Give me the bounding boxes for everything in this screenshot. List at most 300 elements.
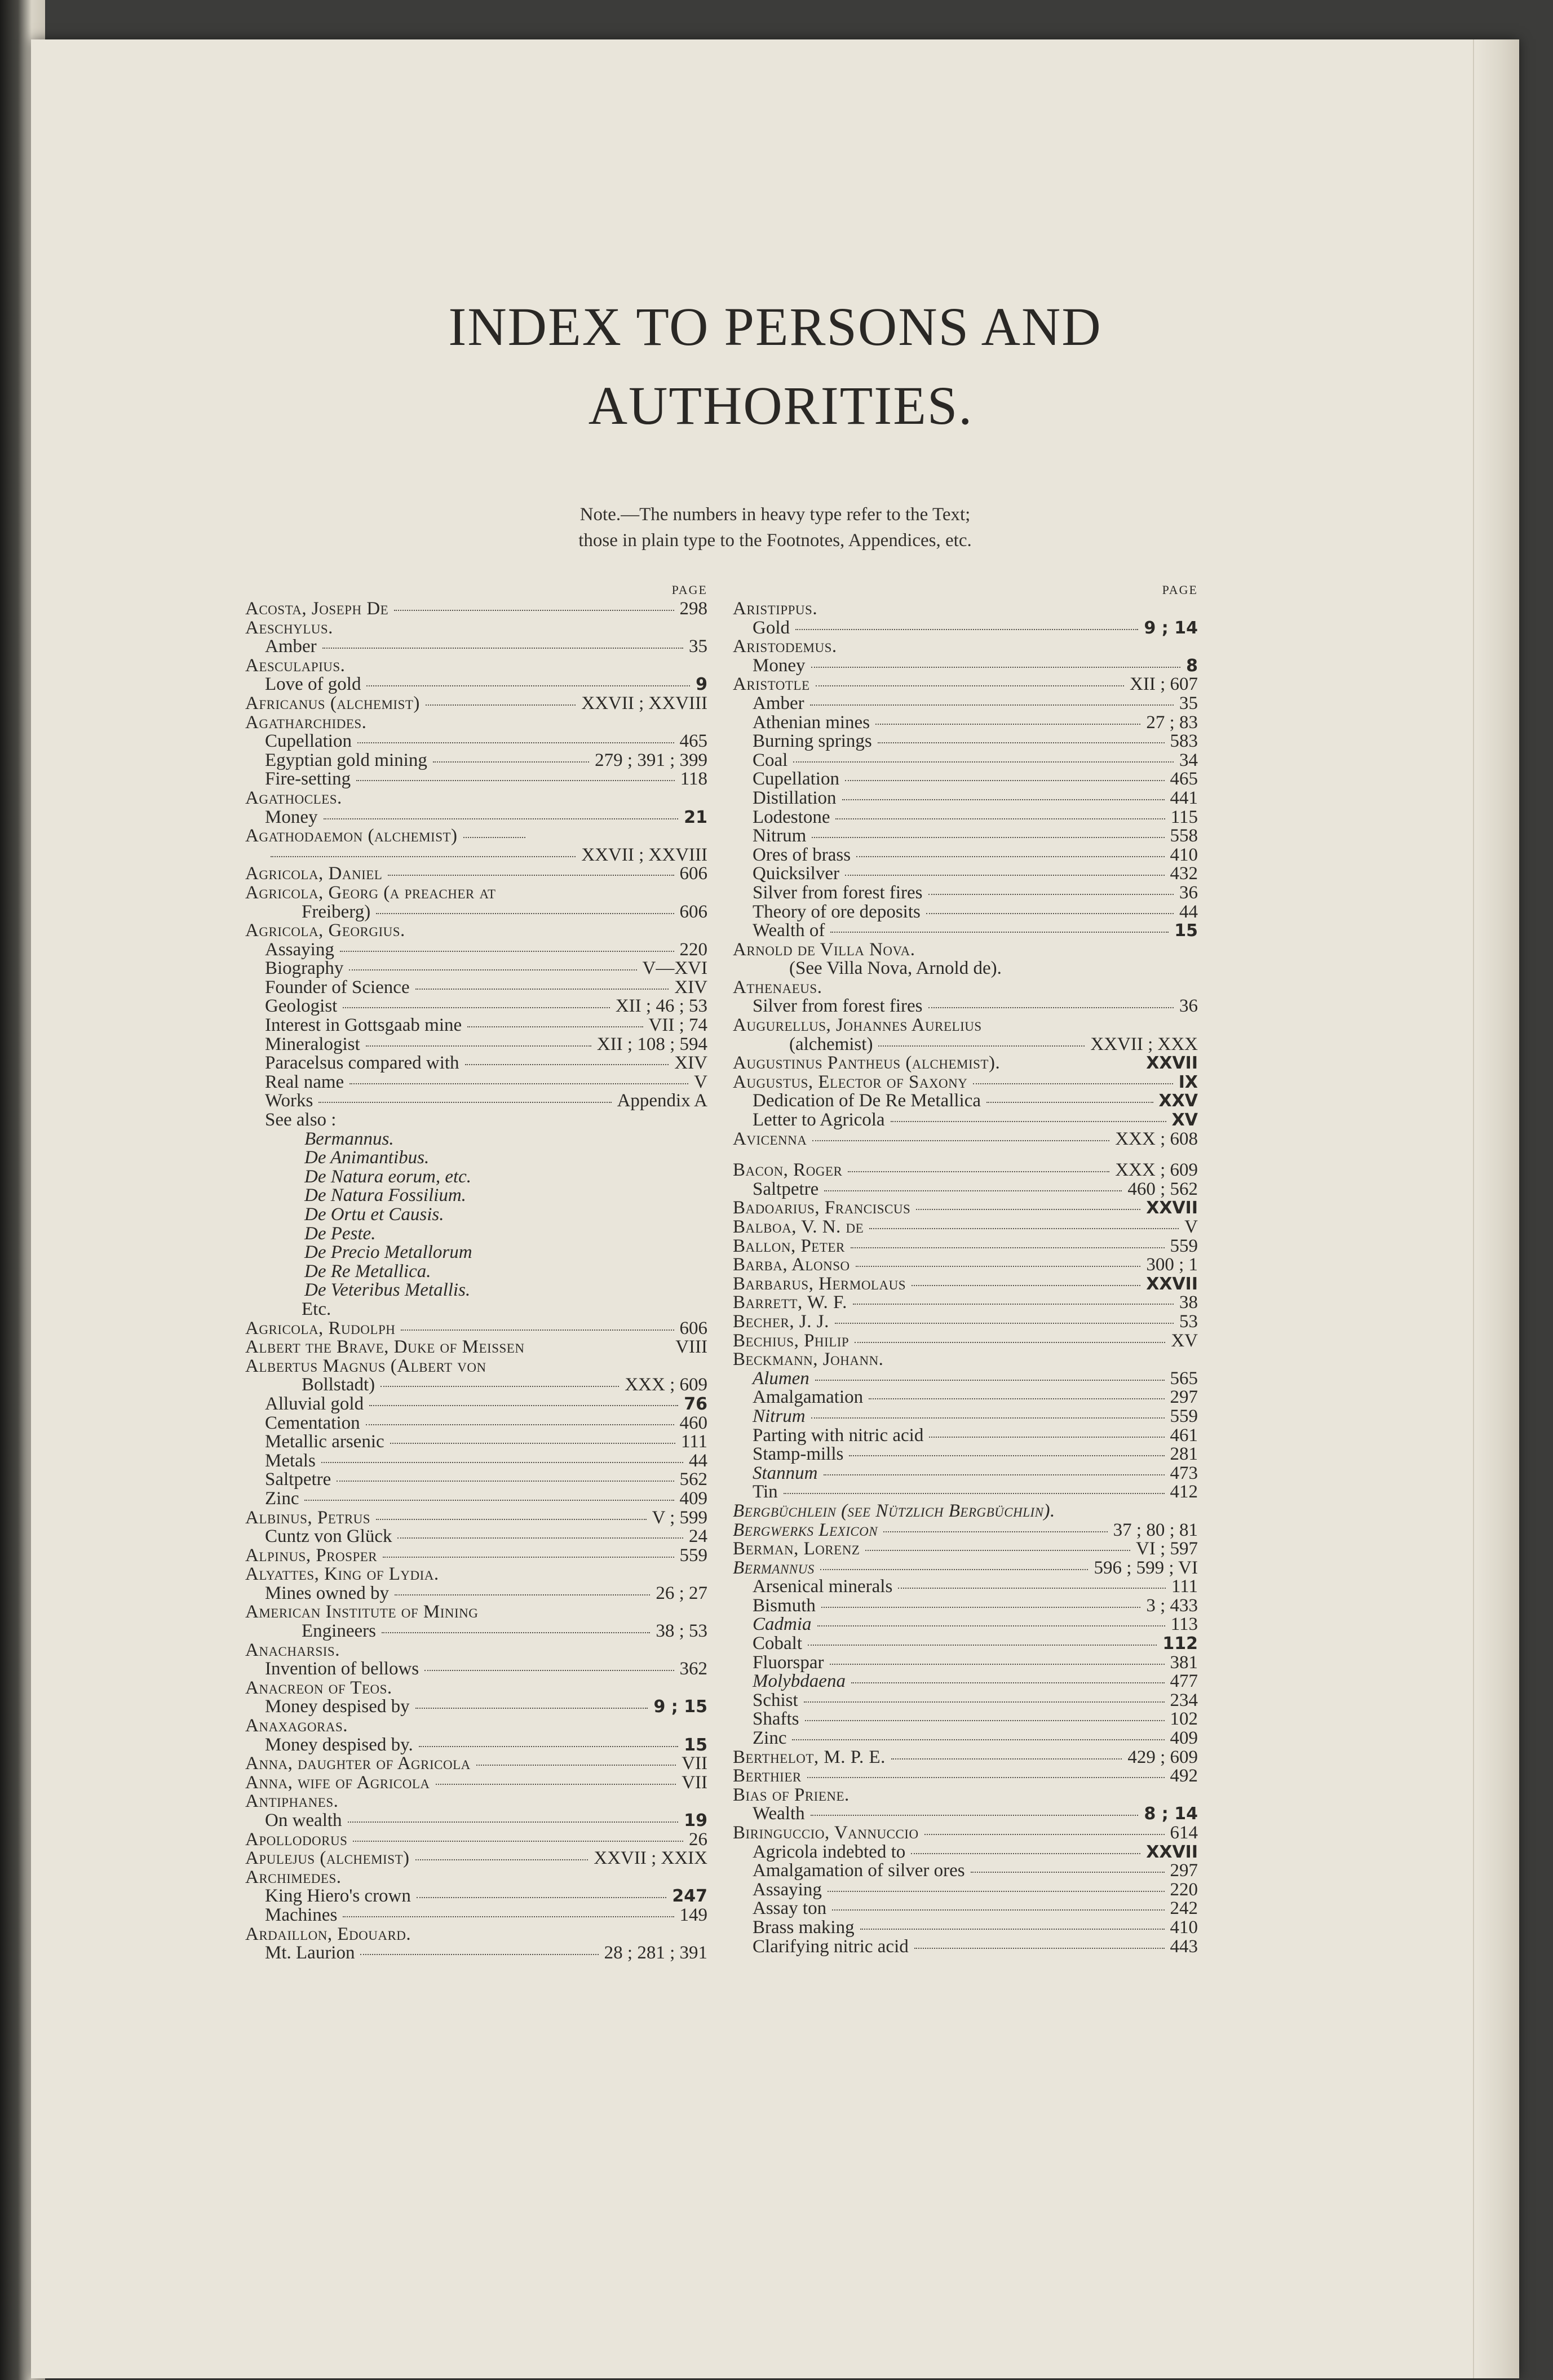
- entry-page-ref: 102: [1170, 1709, 1198, 1730]
- dot-leader: [424, 1670, 674, 1671]
- entry-label: Real name: [265, 1071, 344, 1092]
- dot-leader: [417, 1897, 666, 1898]
- entry-page-ref: XXX ; 609: [625, 1375, 707, 1395]
- index-column-left: [245, 580, 707, 1963]
- entry-label: Dedication of De Re Metallica: [753, 1091, 981, 1111]
- index-entry: [245, 1925, 707, 1944]
- dot-leader: [821, 1607, 1140, 1608]
- dot-leader: [795, 629, 1138, 630]
- index-entry: [733, 751, 1198, 770]
- index-entry: [733, 978, 1198, 998]
- entry-page-ref: 410: [1170, 844, 1198, 865]
- dot-leader: [382, 1632, 650, 1633]
- dot-leader: [366, 1424, 674, 1425]
- dot-leader: [849, 1455, 1164, 1456]
- index-column-right: [733, 580, 1198, 1956]
- entry-label: Wealth of: [753, 920, 825, 941]
- dot-leader: [869, 1398, 1164, 1399]
- dot-leader: [830, 1664, 1165, 1665]
- index-entry: [733, 1426, 1198, 1446]
- entry-label: Apollodorus: [245, 1829, 348, 1850]
- entry-label: Parting with nitric acid: [753, 1425, 924, 1446]
- entry-page-ref: 242: [1170, 1898, 1198, 1919]
- note-line-2: those in plain type to the Footnotes, Appendices, etc.: [578, 530, 972, 551]
- index-entry: [245, 1205, 707, 1225]
- entry-page-ref: 26: [689, 1829, 707, 1850]
- entry-label: De Peste.: [304, 1223, 376, 1244]
- entry-label: Assay ton: [753, 1898, 827, 1919]
- entry-label: Aristotle: [733, 674, 810, 695]
- entry-label: De Precio Metallorum: [304, 1242, 472, 1263]
- entry-label: Money: [753, 655, 806, 676]
- entry-label: Freiberg): [302, 901, 371, 922]
- entry-page-ref: 9 ; 15: [653, 1697, 707, 1717]
- dot-leader: [337, 1481, 674, 1482]
- entry-label: Biringuccio, Vannuccio: [733, 1823, 919, 1843]
- dot-leader: [304, 1500, 674, 1501]
- entry-page-ref: 596 ; 599 ; VI: [1094, 1557, 1198, 1578]
- dot-leader: [369, 1405, 678, 1406]
- dot-leader: [322, 648, 683, 649]
- index-entry: [733, 1073, 1198, 1092]
- entry-page-ref: 3 ; 433: [1146, 1595, 1198, 1616]
- entry-page-ref: 298: [679, 599, 707, 619]
- page-title: [31, 287, 1519, 445]
- page-column-label: PAGE: [1162, 583, 1198, 597]
- entry-label: Metals: [265, 1450, 316, 1471]
- index-entry: [245, 884, 707, 903]
- entry-label: Agathodaemon (alchemist): [245, 826, 458, 846]
- entry-page-ref: 19: [684, 1811, 707, 1831]
- entry-label: Cuntz von Glück: [265, 1526, 392, 1547]
- entry-label: Albert the Brave, Duke of Meissen: [245, 1337, 525, 1358]
- index-entry: [245, 1622, 707, 1641]
- index-entry: [733, 657, 1198, 676]
- index-entry: [245, 959, 707, 978]
- index-entry: [245, 1698, 707, 1717]
- index-entry: [245, 600, 707, 619]
- index-entry: [733, 1881, 1198, 1900]
- entry-label: Agricola, Daniel: [245, 863, 383, 884]
- entry-label: Fluorspar: [753, 1652, 824, 1673]
- index-entry: [733, 1767, 1198, 1786]
- entry-label: Alluvial gold: [265, 1393, 364, 1414]
- dot-leader: [349, 969, 636, 970]
- dot-leader: [812, 837, 1164, 838]
- entry-label: Bergwerks Lexicon: [733, 1519, 878, 1540]
- index-entry: [733, 637, 1198, 657]
- index-entry: [733, 1540, 1198, 1559]
- entry-label: Bechius, Philip: [733, 1330, 849, 1351]
- index-entry: [245, 770, 707, 789]
- index-entry: [245, 1811, 707, 1831]
- dot-leader: [845, 780, 1165, 781]
- dot-leader: [343, 1916, 674, 1917]
- entry-label: Arsenical minerals: [753, 1576, 893, 1597]
- index-entry: [245, 1452, 707, 1471]
- entry-label: Money despised by: [265, 1696, 410, 1717]
- entry-page-ref: 111: [1171, 1576, 1198, 1597]
- entry-page-ref: 473: [1170, 1462, 1198, 1483]
- dot-leader: [916, 1209, 1140, 1210]
- entry-page-ref: V: [694, 1071, 707, 1092]
- entry-label: Interest in Gottsgaab mine: [265, 1015, 462, 1036]
- entry-page-ref: 8: [1186, 655, 1198, 676]
- index-entry: [733, 1843, 1198, 1862]
- entry-label: Acosta, Joseph De: [245, 599, 389, 619]
- entry-label: Egyptian gold mining: [265, 750, 427, 770]
- index-entry: [245, 1414, 707, 1433]
- dot-leader: [271, 856, 576, 857]
- index-entry: [733, 1691, 1198, 1710]
- entry-page-ref: 412: [1170, 1482, 1198, 1503]
- index-entry: [245, 1831, 707, 1850]
- index-entry: [733, 1313, 1198, 1332]
- entry-page-ref: 15: [1174, 921, 1198, 941]
- entry-page-ref: 26 ; 27: [656, 1583, 707, 1603]
- dot-leader: [810, 704, 1174, 706]
- entry-label: Amalgamation of silver ores: [753, 1860, 965, 1881]
- entry-page-ref: 606: [679, 1318, 707, 1339]
- index-entry: [245, 1035, 707, 1054]
- entry-label: Wealth: [753, 1803, 805, 1824]
- index-entry: [245, 789, 707, 808]
- entry-label: Cementation: [265, 1412, 360, 1433]
- index-entry: [733, 1332, 1198, 1351]
- entry-label: Berthier: [733, 1766, 802, 1787]
- entry-page-ref: 297: [1170, 1387, 1198, 1408]
- index-entry: [733, 1748, 1198, 1767]
- dot-leader: [349, 1083, 688, 1084]
- entry-label: Geologist: [265, 996, 338, 1017]
- entry-label: Bismuth: [753, 1595, 816, 1616]
- dot-leader: [426, 704, 576, 706]
- index-entry: [245, 1509, 707, 1528]
- index-entry: [733, 675, 1198, 694]
- index-entry: [733, 1862, 1198, 1881]
- index-entry: [245, 903, 707, 922]
- dot-leader: [376, 1519, 647, 1520]
- index-entry: [245, 1546, 707, 1566]
- index-entry: [733, 1899, 1198, 1918]
- index-entry: [733, 1577, 1198, 1597]
- dot-leader: [343, 1007, 610, 1008]
- dot-leader: [380, 1386, 619, 1387]
- index-entry: [245, 694, 707, 713]
- index-entry: [245, 619, 707, 638]
- entry-page-ref: 300 ; 1: [1146, 1255, 1198, 1275]
- entry-label: Alpinus, Prosper: [245, 1545, 378, 1566]
- entry-label: Athenian mines: [753, 712, 870, 733]
- index-entry: [733, 1615, 1198, 1634]
- entry-label: Nitrum: [753, 826, 807, 846]
- entry-page-ref: 562: [679, 1469, 707, 1490]
- entry-page-ref: VII ; 74: [648, 1015, 707, 1036]
- entry-page-ref: XXVII ; XXVIII: [581, 844, 707, 865]
- dot-leader: [973, 1083, 1173, 1084]
- entry-label: Badoarius, Franciscus: [733, 1198, 911, 1218]
- entry-page-ref: 559: [679, 1545, 707, 1566]
- entry-page-ref: V—XVI: [642, 958, 707, 979]
- entry-page-ref: 220: [679, 939, 707, 960]
- dot-leader: [875, 724, 1140, 725]
- dot-leader: [804, 1701, 1165, 1703]
- entry-label: Quicksilver: [753, 863, 839, 884]
- entry-page-ref: XXVII: [1146, 1198, 1198, 1218]
- dot-leader: [419, 1746, 679, 1747]
- dot-leader: [397, 1537, 683, 1539]
- entry-page-ref: 362: [679, 1659, 707, 1679]
- entry-page-ref: 28 ; 281 ; 391: [604, 1943, 707, 1964]
- entry-page-ref: 113: [1170, 1614, 1198, 1635]
- index-entry: [733, 1035, 1198, 1054]
- index-entry: [733, 1786, 1198, 1805]
- dot-leader: [360, 1954, 598, 1955]
- index-entry: [245, 637, 707, 657]
- index-entry: [245, 1111, 707, 1130]
- entry-label: See also :: [265, 1110, 337, 1131]
- entry-page-ref: 37 ; 80 ; 81: [1113, 1519, 1198, 1540]
- entry-label: Mineralogist: [265, 1034, 360, 1054]
- index-entry: [245, 1092, 707, 1111]
- index-entry: [733, 1805, 1198, 1824]
- dot-leader: [321, 1462, 683, 1463]
- entry-page-ref: VIII: [675, 1337, 707, 1358]
- dot-leader: [824, 1190, 1122, 1191]
- entry-label: Africanus (alchemist): [245, 693, 420, 713]
- index-entry: [245, 1168, 707, 1187]
- entry-page-ref: XV: [1171, 1330, 1198, 1351]
- entry-label: Money despised by.: [265, 1734, 413, 1755]
- index-entry: [245, 1130, 707, 1149]
- index-entry: [733, 1729, 1198, 1748]
- entry-label: Distillation: [753, 787, 837, 808]
- dot-leader: [848, 1171, 1109, 1172]
- dot-leader: [986, 1102, 1153, 1103]
- entry-page-ref: 279 ; 391 ; 399: [595, 750, 707, 770]
- index-entry: [733, 827, 1198, 846]
- dot-leader: [924, 1834, 1165, 1835]
- entry-page-ref: 465: [1170, 769, 1198, 790]
- index-entry: [245, 1054, 707, 1073]
- index-entry: [245, 1736, 707, 1755]
- dot-leader: [805, 1720, 1165, 1721]
- entry-page-ref: 477: [1170, 1671, 1198, 1692]
- dot-leader: [433, 761, 589, 763]
- entry-label: Amber: [265, 636, 317, 657]
- entry-page-ref: 15: [684, 1735, 707, 1755]
- entry-label: De Natura eorum, etc.: [304, 1166, 472, 1187]
- index-entry: [733, 1293, 1198, 1313]
- entry-label: Apulejus (alchemist): [245, 1848, 410, 1869]
- index-entry: [733, 1180, 1198, 1199]
- title-line-2: AUTHORITIES.: [588, 375, 974, 436]
- dot-leader: [929, 1437, 1164, 1438]
- index-entry: [733, 1407, 1198, 1426]
- entry-label: Agricola indebted to: [753, 1841, 906, 1862]
- dot-leader: [860, 1929, 1165, 1930]
- entry-page-ref: VII: [682, 1753, 707, 1774]
- index-note: [31, 502, 1519, 553]
- dot-leader: [383, 1557, 674, 1558]
- entry-page-ref: 465: [679, 731, 707, 752]
- entry-label: Berman, Lorenz: [733, 1539, 860, 1559]
- index-entry: [245, 941, 707, 960]
- entry-page-ref: XXVII: [1146, 1842, 1198, 1862]
- index-entry: [733, 1445, 1198, 1464]
- index-entry: [733, 1464, 1198, 1483]
- entry-page-ref: 24: [689, 1526, 707, 1547]
- dot-leader: [816, 685, 1125, 686]
- entry-label: (See Villa Nova, Arnold de).: [789, 958, 1002, 979]
- entry-label: Coal: [753, 750, 788, 770]
- entry-page-ref: 27 ; 83: [1146, 712, 1198, 733]
- entry-page-ref: 35: [689, 636, 707, 657]
- dot-leader: [891, 1758, 1122, 1759]
- entry-page-ref: 21: [684, 807, 707, 827]
- dot-leader: [415, 1859, 589, 1860]
- entry-label: Etc.: [302, 1298, 331, 1319]
- entry-page-ref: 559: [1170, 1235, 1198, 1256]
- entry-label: Stannum: [753, 1462, 818, 1483]
- entry-label: Albinus, Petrus: [245, 1507, 371, 1528]
- index-entry: [733, 921, 1198, 941]
- entry-label: Bergbüchlein (see Nützlich Bergbüchlin).: [733, 1500, 1055, 1521]
- entry-page-ref: XXVII: [1146, 1053, 1198, 1074]
- entry-label: Augustinus Pantheus (alchemist).: [733, 1053, 1001, 1074]
- entry-page-ref: 441: [1170, 787, 1198, 808]
- index-entry: [245, 1660, 707, 1679]
- entry-page-ref: 234: [1170, 1690, 1198, 1710]
- index-entry: [245, 921, 707, 941]
- entry-label: Theory of ore deposits: [753, 901, 921, 922]
- dot-leader: [465, 1064, 669, 1065]
- index-entry: [245, 1016, 707, 1035]
- entry-page-ref: 111: [680, 1431, 707, 1452]
- dot-leader: [828, 1891, 1165, 1892]
- dot-leader: [376, 913, 674, 914]
- dot-leader: [808, 1645, 1157, 1646]
- entry-label: Ballon, Peter: [733, 1235, 845, 1256]
- index-entry: [245, 1470, 707, 1490]
- index-entry: [733, 1824, 1198, 1843]
- entry-label: Machines: [265, 1904, 338, 1925]
- entry-label: Augurellus, Johannes Aurelius: [733, 1015, 982, 1036]
- entry-page-ref: 44: [1179, 901, 1198, 922]
- dot-leader: [878, 742, 1165, 743]
- index-entry: [733, 1483, 1198, 1502]
- entry-label: Barba, Alonso: [733, 1255, 850, 1275]
- entry-label: Founder of Science: [265, 977, 410, 998]
- entry-label: Bacon, Roger: [733, 1160, 843, 1181]
- index-entry: [733, 1016, 1198, 1035]
- dot-leader: [811, 1815, 1139, 1816]
- index-entry: [733, 1559, 1198, 1578]
- entry-page-ref: 36: [1179, 882, 1198, 903]
- index-entry: [245, 1262, 707, 1282]
- entry-label: Agathocles.: [245, 787, 342, 808]
- entry-page-ref: XXVII ; XXIX: [594, 1848, 707, 1869]
- entry-page-ref: 410: [1170, 1917, 1198, 1938]
- index-entry: [245, 1641, 707, 1660]
- index-entry: [733, 1918, 1198, 1938]
- index-entry: [245, 1565, 707, 1584]
- entry-label: American Institute of Mining: [245, 1602, 479, 1623]
- entry-label: Bias of Priene.: [733, 1784, 849, 1805]
- dot-leader: [401, 1329, 674, 1331]
- entry-label: Money: [265, 806, 318, 827]
- entry-label: Anacreon of Teos.: [245, 1677, 392, 1698]
- index-entry: [733, 1350, 1198, 1370]
- entry-page-ref: 461: [1170, 1425, 1198, 1446]
- entry-page-ref: 381: [1170, 1652, 1198, 1673]
- dot-leader: [357, 742, 674, 743]
- dot-leader: [891, 1121, 1166, 1122]
- index-entry: [245, 1073, 707, 1092]
- dot-leader: [388, 875, 674, 876]
- index-entry: [733, 1237, 1198, 1256]
- entry-label: King Hiero's crown: [265, 1886, 411, 1907]
- entry-page-ref: XXX ; 609: [1115, 1160, 1198, 1181]
- dot-leader: [324, 818, 679, 819]
- entry-page-ref: 115: [1170, 806, 1198, 827]
- entry-page-ref: 76: [684, 1394, 707, 1414]
- entry-label: Molybdaena: [753, 1671, 846, 1692]
- entry-page-ref: 409: [1170, 1728, 1198, 1749]
- index-entry: [733, 903, 1198, 922]
- entry-label: Aesculapius.: [245, 655, 346, 676]
- dot-leader: [467, 1026, 643, 1027]
- entry-label: Nitrum: [753, 1406, 806, 1426]
- entry-page-ref: 35: [1179, 693, 1198, 713]
- dot-leader: [928, 1007, 1174, 1008]
- index-entry: [733, 1654, 1198, 1673]
- index-entry: [733, 1388, 1198, 1407]
- book-page: [31, 39, 1519, 2378]
- index-entry: [245, 1357, 707, 1376]
- dot-leader: [807, 1777, 1165, 1778]
- entry-label: Tin: [753, 1482, 778, 1503]
- dot-leader: [835, 818, 1165, 819]
- dot-leader: [856, 856, 1164, 857]
- index-entry: [245, 1281, 707, 1300]
- entry-label: Agatharchides.: [245, 712, 367, 733]
- index-entry: [245, 1754, 707, 1774]
- entry-label: Gold: [753, 617, 790, 638]
- dot-leader: [390, 1443, 675, 1444]
- entry-label: Saltpetre: [753, 1178, 819, 1199]
- entry-page-ref: XV: [1171, 1110, 1198, 1131]
- index-entry: [733, 1111, 1198, 1130]
- entry-label: Clarifying nitric acid: [753, 1936, 909, 1957]
- index-entry: [245, 1433, 707, 1452]
- index-entry: [245, 978, 707, 998]
- entry-page-ref: 38: [1179, 1292, 1198, 1313]
- entry-page-ref: XXX ; 608: [1115, 1128, 1198, 1149]
- index-entry: [733, 1710, 1198, 1729]
- entry-label: Athenaeus.: [733, 977, 822, 998]
- entry-label: Barrett, W. F.: [733, 1292, 847, 1313]
- index-entry: [245, 1319, 707, 1339]
- entry-page-ref: 112: [1162, 1634, 1198, 1654]
- entry-page-ref: XII ; 108 ; 594: [596, 1034, 707, 1054]
- dot-leader: [476, 1765, 676, 1766]
- entry-page-ref: 36: [1179, 996, 1198, 1017]
- index-entry: [245, 1243, 707, 1262]
- entry-label: Arnold de Villa Nova.: [733, 939, 915, 960]
- entry-label: Cupellation: [753, 769, 839, 790]
- index-entry: [733, 1370, 1198, 1389]
